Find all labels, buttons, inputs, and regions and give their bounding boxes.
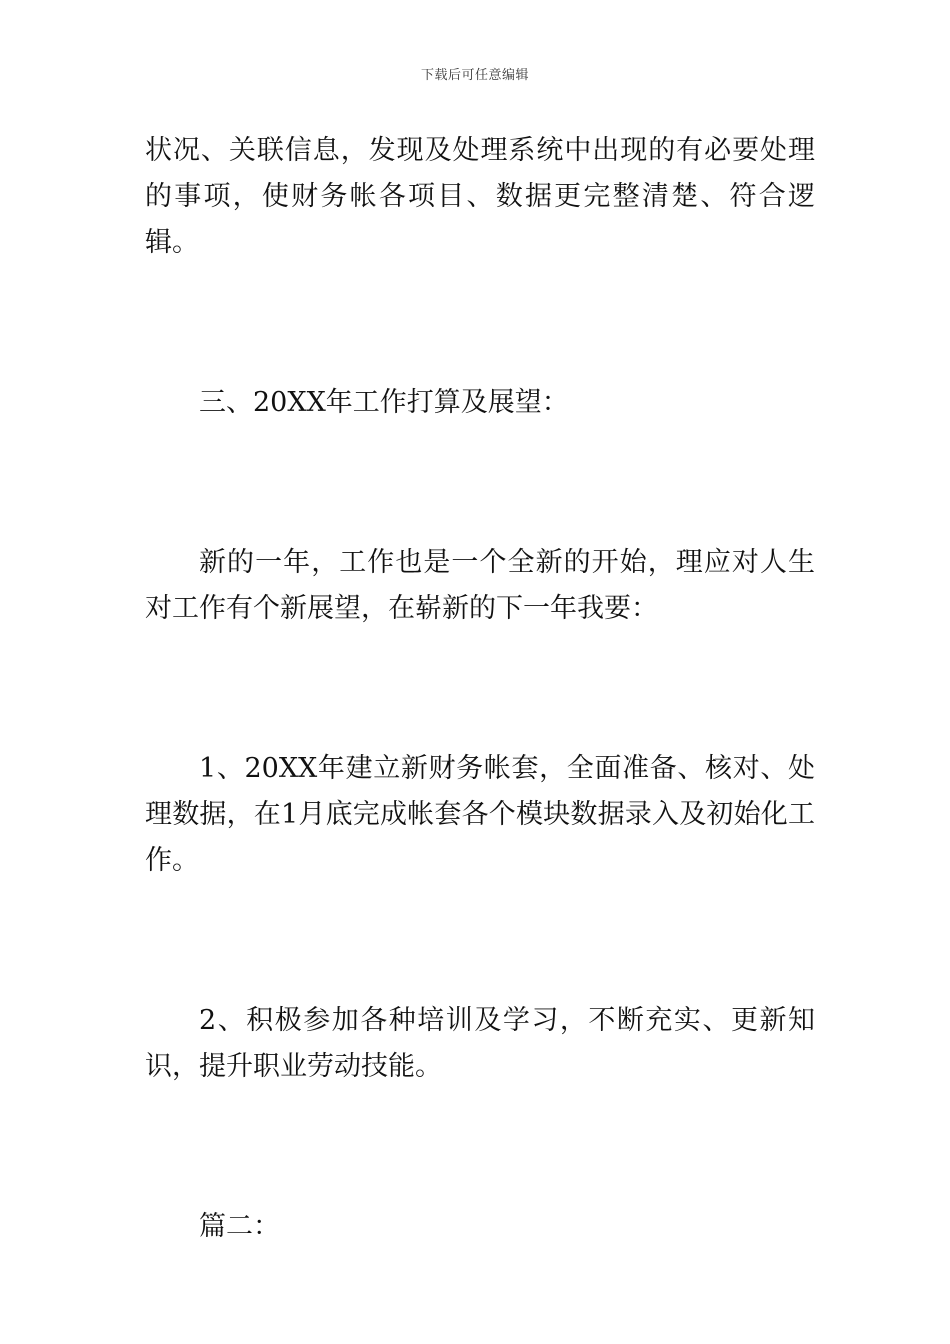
paragraph-new-year: 新的一年，工作也是一个全新的开始，理应对人生对工作有个新展望，在崭新的下一年我要： xyxy=(145,547,815,624)
section-heading-part-two: 篇二： xyxy=(199,1211,280,1242)
section-heading-plans: 三、20XX年工作打算及展望： xyxy=(199,387,569,418)
paragraph-continuation: 状况、关联信息，发现及处理系统中出现的有必要处理的事项，使财务帐各项目、数据更完整清楚、符合逻辑。 xyxy=(145,135,815,258)
list-item-1: 1、20XX年建立新财务帐套，全面准备、核对、处理数据，在1月底完成帐套各个模块数据录入及初始化工作。 xyxy=(145,753,815,876)
page-header: 下载后可任意编辑 xyxy=(420,68,529,83)
list-item-2: 2、积极参加各种培训及学习，不断充实、更新知识，提升职业劳动技能。 xyxy=(145,1005,815,1082)
document-body xyxy=(145,128,815,1250)
